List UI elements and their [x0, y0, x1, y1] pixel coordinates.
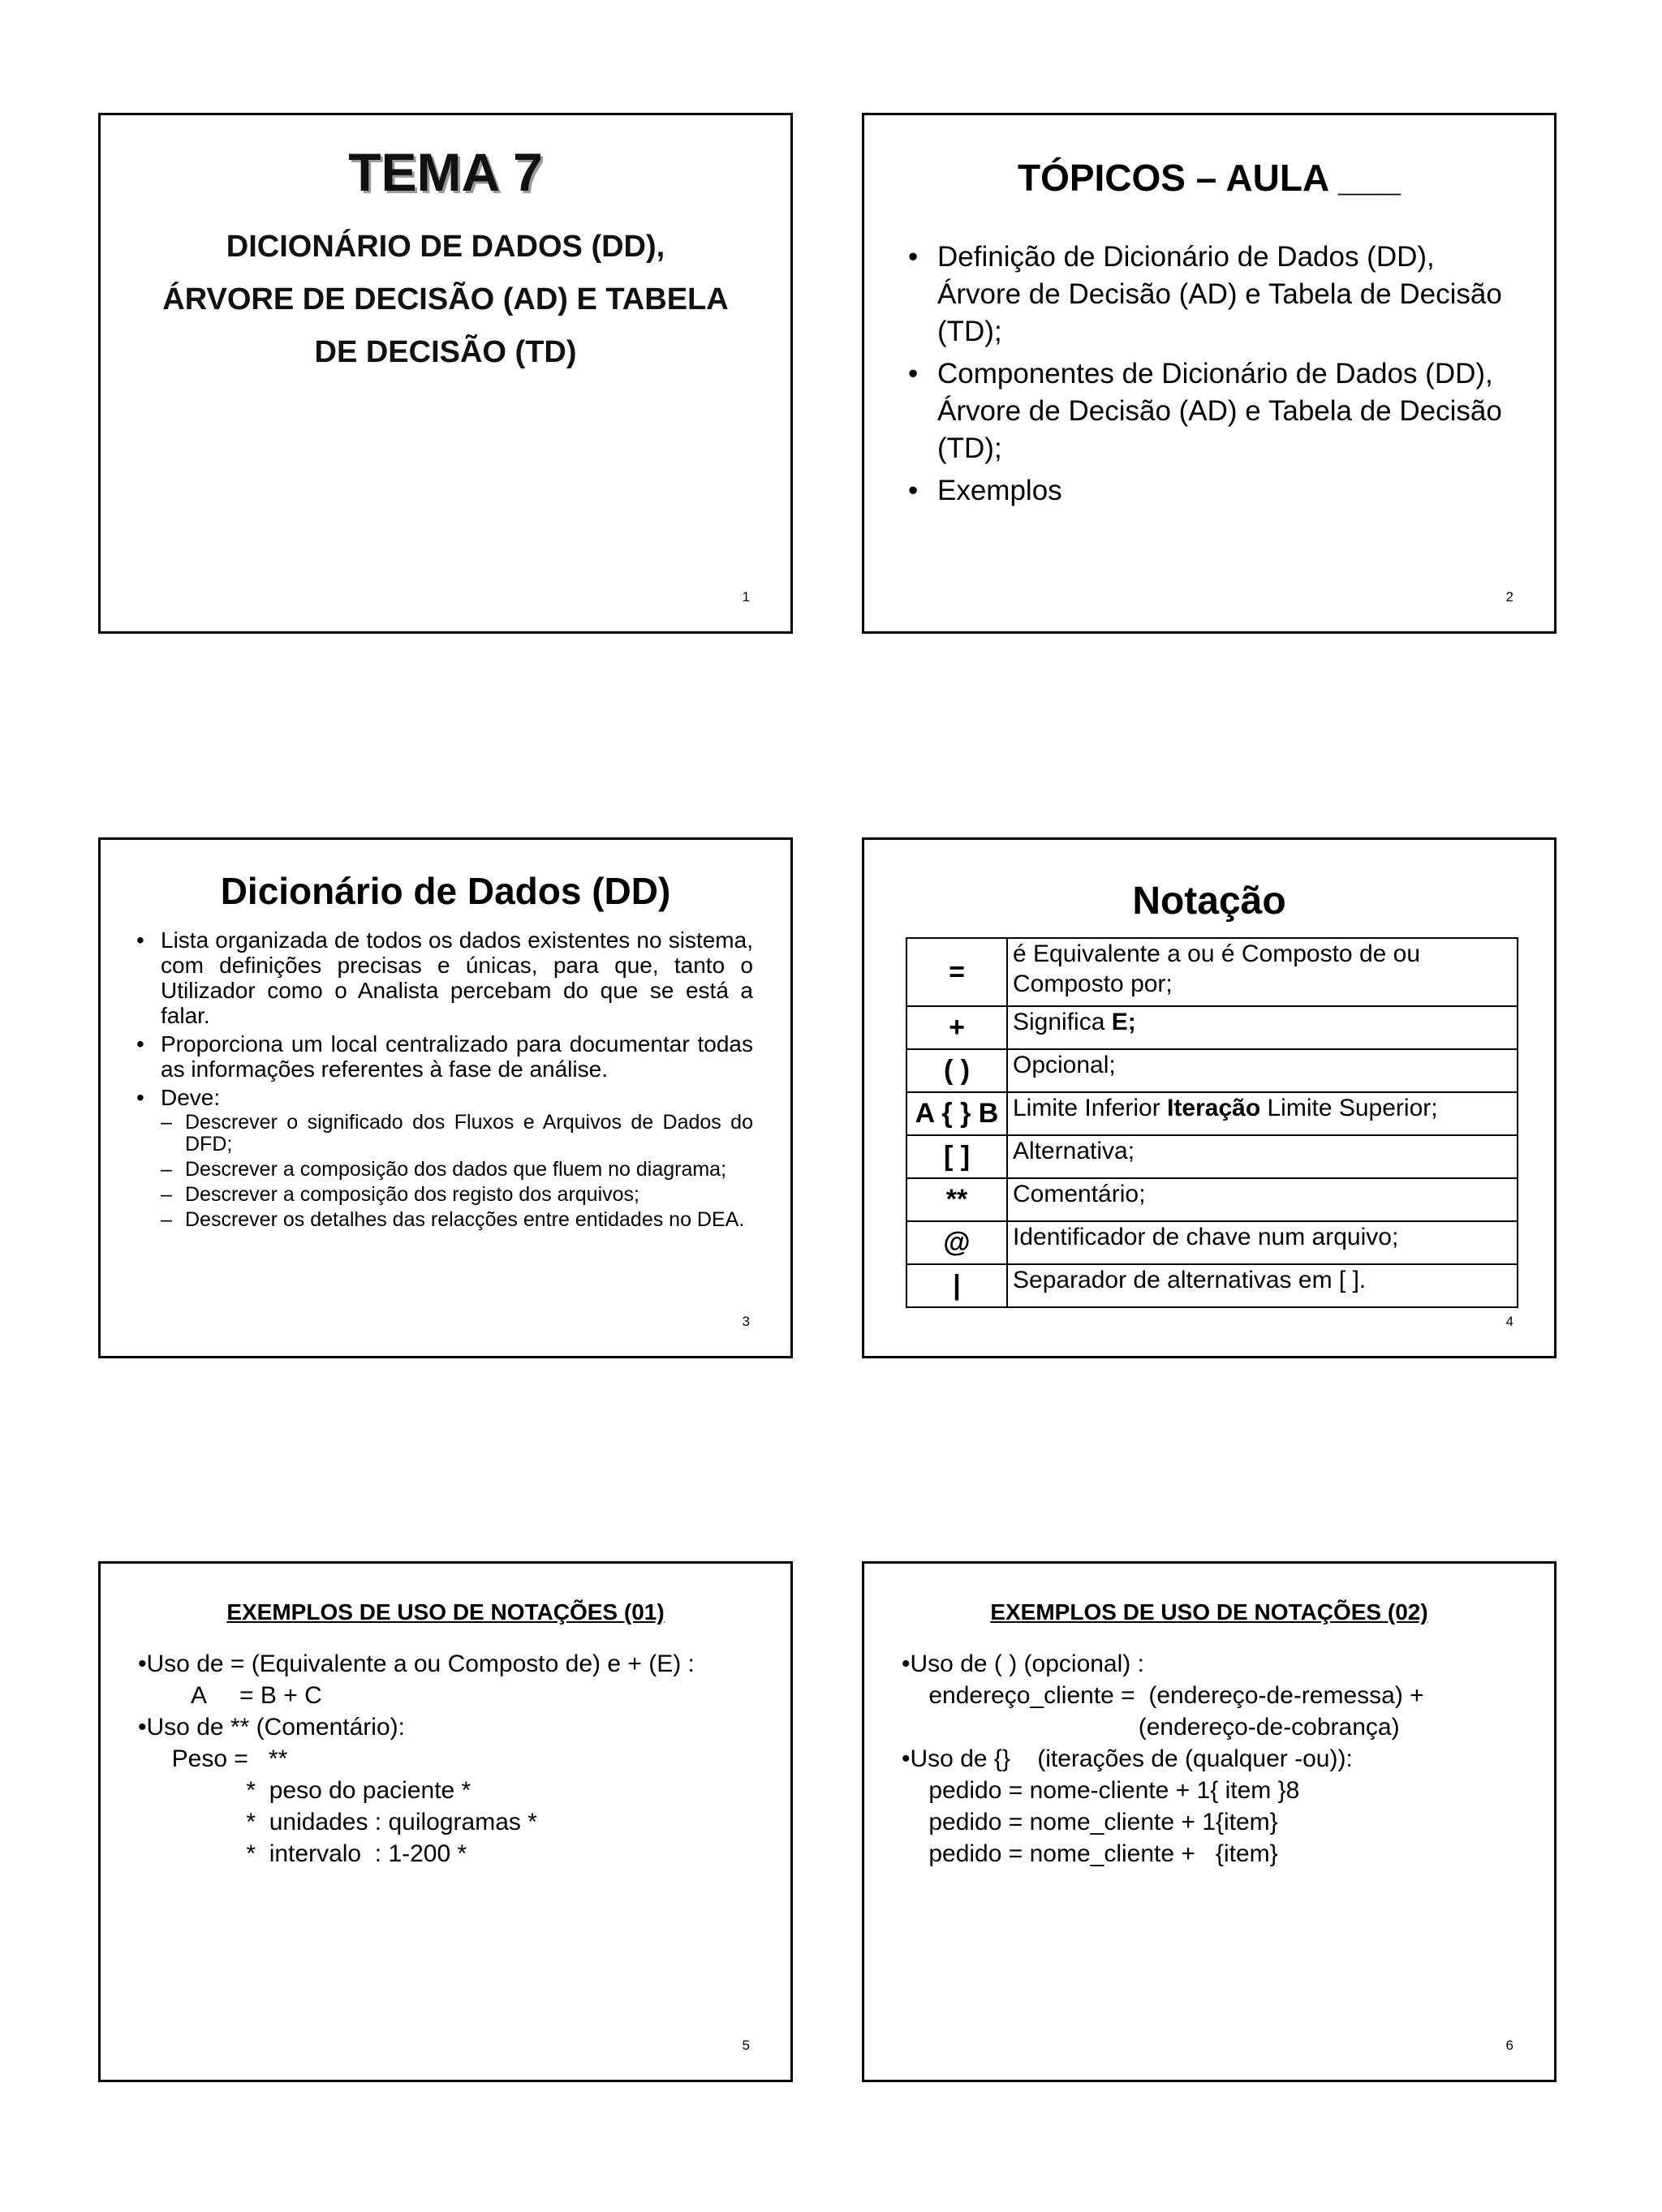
example-text — [902, 1648, 1424, 1870]
example-line: * intervalo : 1-200 * — [138, 1840, 467, 1867]
sub-list-item: – Descrever os detalhes das relacções entre entidades no DEA. — [161, 1208, 745, 1231]
page-number: 6 — [1505, 2038, 1513, 2053]
notation-symbol: + — [906, 1006, 1007, 1049]
dash-icon: – — [161, 1111, 172, 1134]
slide-title: Dicionário de Dados (DD) — [220, 870, 671, 912]
page-number: 4 — [1505, 1314, 1513, 1329]
example-line: pedido = nome_cliente + {item} — [902, 1840, 1278, 1867]
notation-description: Comentário; — [1007, 1178, 1518, 1221]
notation-description: Limite Inferior Iteração Limite Superior; — [1007, 1092, 1518, 1135]
slide-subtitle — [133, 221, 758, 379]
slide-6 — [862, 1561, 1557, 2082]
notation-description: Identificador de chave num arquivo; — [1007, 1221, 1518, 1264]
table-row — [906, 938, 1518, 1006]
table-row — [906, 1092, 1518, 1135]
notation-symbol: @ — [906, 1221, 1007, 1264]
example-line: Peso = ** — [138, 1745, 288, 1772]
slide-title: TEMA 7 — [348, 142, 543, 202]
bullet-icon: • — [908, 241, 919, 273]
table-row — [906, 1178, 1518, 1221]
slide-3 — [98, 837, 793, 1358]
example-line: •Uso de ** (Comentário): — [138, 1714, 405, 1741]
notation-symbol: ** — [906, 1178, 1007, 1221]
bullet-icon: • — [908, 475, 919, 506]
list-item: • Componentes de Dicionário de Dados (DD), Árvore de Decisão (AD) e Tabela de Decisão (TD); — [905, 355, 1522, 467]
notation-description: é Equivalente a ou é Composto de ou Composto por; — [1007, 938, 1518, 1006]
bullet-icon: • — [136, 1031, 144, 1057]
table-row — [906, 1221, 1518, 1264]
table-row — [906, 1049, 1518, 1092]
table-row — [906, 1135, 1518, 1178]
example-line: •Uso de {} (iterações de (qualquer -ou)): — [902, 1745, 1353, 1772]
dash-icon: – — [161, 1158, 172, 1181]
list-item: • Proporciona um local centralizado para documentar todas as informações referentes à fase de análise. — [136, 1031, 753, 1082]
bullet-list — [905, 239, 1522, 514]
example-line: endereço_cliente = (endereço-de-remessa) + — [902, 1682, 1424, 1709]
list-item: • Exemplos — [905, 472, 1522, 510]
slide-4 — [862, 837, 1557, 1358]
list-item: • Deve: – Descrever o significado dos Fluxos e Arquivos de Dados do DFD; – Descrever a composição dos dados que fluem no diagrama; – Descrever a composição dos registo dos arquivos; – Descrever os detalhes das relacções entre entidades no DEA. — [136, 1085, 753, 1231]
notation-description: Significa E; — [1007, 1006, 1518, 1049]
notation-symbol: ( ) — [906, 1049, 1007, 1092]
example-line: pedido = nome-cliente + 1{ item }8 — [902, 1777, 1300, 1804]
slide-title: EXEMPLOS DE USO DE NOTAÇÕES (01) — [226, 1599, 665, 1625]
example-line: •Uso de ( ) (opcional) : — [902, 1650, 1144, 1677]
example-line: pedido = nome_cliente + 1{item} — [902, 1809, 1278, 1835]
notation-symbol: = — [906, 938, 1007, 1006]
sub-bullet-list — [161, 1112, 753, 1231]
slide-2 — [862, 113, 1557, 634]
slide-1 — [98, 113, 793, 634]
sub-list-item: – Descrever o significado dos Fluxos e Arquivos de Dados do DFD; — [161, 1111, 753, 1155]
dash-icon: – — [161, 1183, 172, 1206]
example-line: A = B + C — [138, 1682, 322, 1709]
notation-table — [906, 937, 1518, 1308]
slide-5 — [98, 1561, 793, 2082]
notation-symbol: A { } B — [906, 1092, 1007, 1135]
bullet-icon: • — [908, 358, 919, 389]
page-number: 2 — [1505, 589, 1513, 605]
example-line: * unidades : quilogramas * — [138, 1809, 537, 1835]
page-number: 5 — [742, 2038, 750, 2053]
slide-title: TÓPICOS – AULA ___ — [1017, 157, 1402, 199]
bullet-icon: • — [136, 1085, 144, 1110]
slide-title: EXEMPLOS DE USO DE NOTAÇÕES (02) — [990, 1599, 1428, 1625]
page-number: 1 — [742, 589, 750, 605]
dash-icon: – — [161, 1208, 172, 1231]
notation-description: Alternativa; — [1007, 1135, 1518, 1178]
list-item: • Definição de Dicionário de Dados (DD), Árvore de Decisão (AD) e Tabela de Decisão (TD); — [905, 239, 1522, 351]
table-row — [906, 1264, 1518, 1307]
subtitle-line: ÁRVORE DE DECISÃO (AD) E TABELA — [162, 282, 729, 316]
example-line: (endereço-de-cobrança) — [902, 1714, 1400, 1741]
list-item: • Lista organizada de todos os dados existentes no sistema, com definições precisas e únicas, para que, tanto o Utilizador como o Analista percebam do que se está a falar. — [136, 927, 753, 1028]
notation-description: Opcional; — [1007, 1049, 1518, 1092]
example-line: * peso do paciente * — [138, 1777, 471, 1804]
example-text — [138, 1648, 695, 1870]
table-row — [906, 1006, 1518, 1049]
notation-symbol: [ ] — [906, 1135, 1007, 1178]
page-number: 3 — [742, 1314, 750, 1329]
slide-title: Notação — [1132, 880, 1286, 923]
bullet-icon: • — [136, 927, 144, 953]
example-line: •Uso de = (Equivalente a ou Composto de) e + (E) : — [138, 1650, 695, 1677]
sub-list-item: – Descrever a composição dos registo dos arquivos; — [161, 1183, 639, 1206]
bullet-list — [133, 927, 753, 1234]
notation-symbol: | — [906, 1264, 1007, 1307]
notation-description: Separador de alternativas em [ ]. — [1007, 1264, 1518, 1307]
subtitle-line: DICIONÁRIO DE DADOS (DD), — [226, 230, 665, 264]
subtitle-line: DE DECISÃO (TD) — [314, 335, 577, 369]
sub-list-item: – Descrever a composição dos dados que fluem no diagrama; — [161, 1158, 727, 1181]
